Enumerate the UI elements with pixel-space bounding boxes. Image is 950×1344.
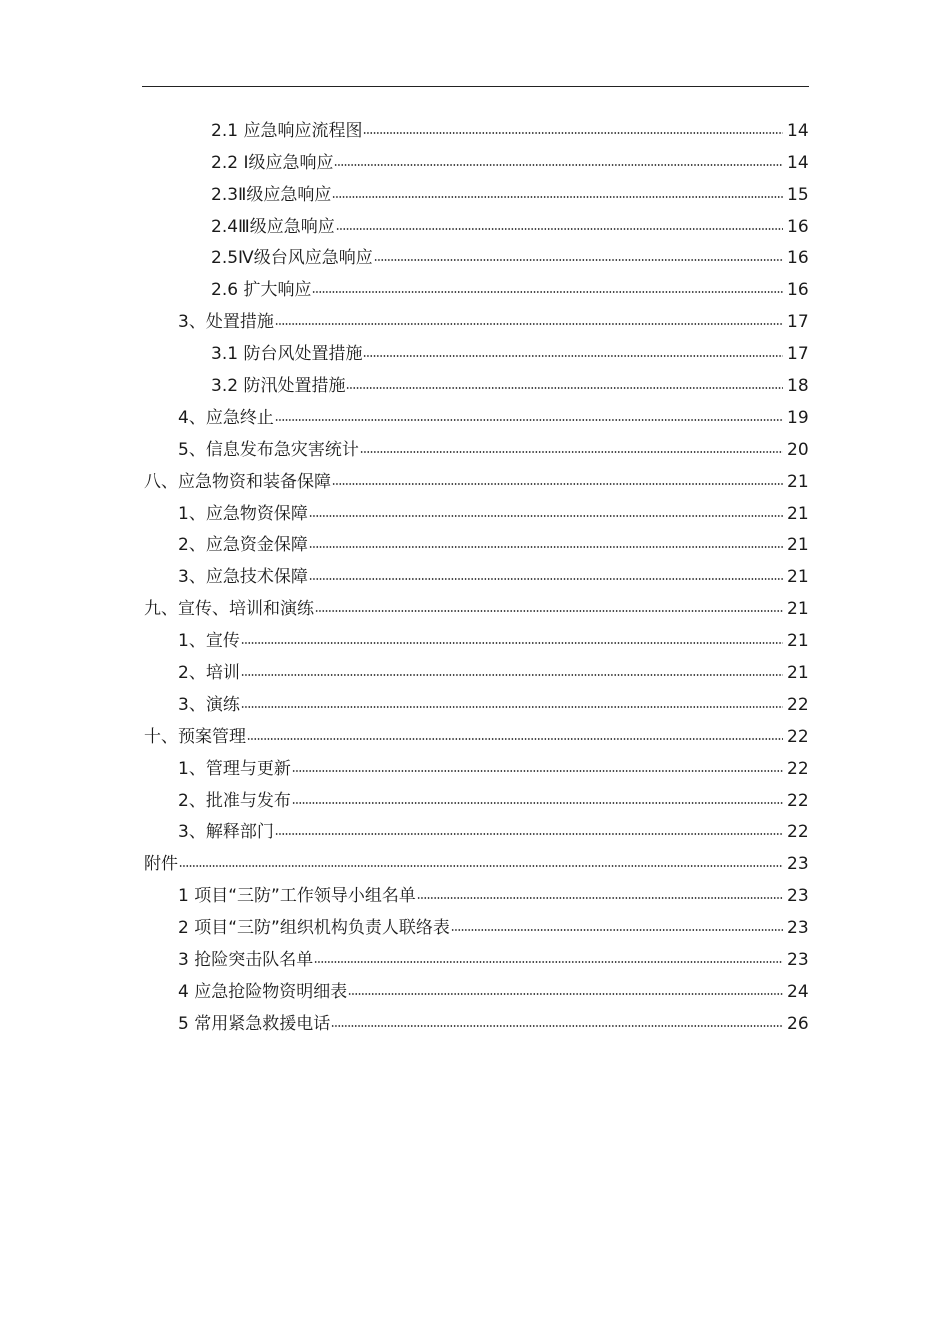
table-of-contents — [0, 112, 950, 1037]
toc-entry-title: 3.1 防台风处置措施 — [211, 344, 363, 365]
toc-entry-page-number: 15 — [787, 184, 809, 205]
toc-dot-leader — [374, 258, 783, 262]
toc-entry[interactable] — [0, 845, 950, 877]
toc-entry-page-number: 18 — [787, 376, 809, 397]
toc-entry[interactable] — [0, 558, 950, 590]
toc-entry-title: 2.4Ⅲ级应急响应 — [211, 216, 335, 237]
toc-entry[interactable] — [0, 399, 950, 431]
toc-entry-page-number: 23 — [787, 886, 809, 907]
toc-entry-page-number: 22 — [787, 822, 809, 843]
toc-dot-leader — [312, 290, 783, 294]
toc-entry-page-number: 21 — [787, 535, 809, 556]
toc-entry-page-number: 20 — [787, 439, 809, 460]
toc-dot-leader — [336, 227, 783, 231]
toc-entry[interactable] — [0, 144, 950, 176]
toc-dot-leader — [309, 545, 783, 549]
toc-entry-page-number: 23 — [787, 950, 809, 971]
toc-entry-page-number: 23 — [787, 854, 809, 875]
toc-entry[interactable] — [0, 941, 950, 973]
toc-entry[interactable] — [0, 431, 950, 463]
toc-entry-page-number: 17 — [787, 344, 809, 365]
toc-entry-title: 5 常用紧急救援电话 — [178, 1013, 331, 1034]
toc-entry-title: 九、宣传、培训和演练 — [144, 599, 314, 620]
toc-entry-page-number: 24 — [787, 981, 809, 1002]
toc-entry[interactable] — [0, 303, 950, 335]
toc-entry-title: 4、应急终止 — [178, 407, 274, 428]
toc-dot-leader — [348, 992, 783, 996]
toc-entry-title: 2.1 应急响应流程图 — [211, 120, 363, 141]
toc-entry-page-number: 16 — [787, 216, 809, 237]
toc-entry-title: 1、宣传 — [178, 631, 240, 652]
toc-dot-leader — [292, 769, 783, 773]
toc-dot-leader — [334, 163, 783, 167]
toc-dot-leader — [241, 641, 783, 645]
toc-entry-page-number: 19 — [787, 407, 809, 428]
toc-entry-page-number: 23 — [787, 918, 809, 939]
toc-entry[interactable] — [0, 750, 950, 782]
toc-entry-title: 2.6 扩大响应 — [211, 280, 312, 301]
toc-dot-leader — [451, 928, 783, 932]
toc-entry-page-number: 16 — [787, 248, 809, 269]
toc-entry[interactable] — [0, 208, 950, 240]
toc-entry-page-number: 21 — [787, 631, 809, 652]
toc-dot-leader — [331, 1024, 783, 1028]
toc-entry-title: 2、培训 — [178, 663, 240, 684]
toc-entry[interactable] — [0, 590, 950, 622]
toc-entry-title: 2.5Ⅳ级台风应急响应 — [211, 248, 373, 269]
toc-dot-leader — [417, 896, 783, 900]
toc-entry[interactable] — [0, 814, 950, 846]
toc-entry[interactable] — [0, 367, 950, 399]
toc-entry-page-number: 22 — [787, 726, 809, 747]
toc-entry-page-number: 21 — [787, 567, 809, 588]
toc-entry[interactable] — [0, 1005, 950, 1037]
toc-entry-title: 附件 — [144, 854, 178, 875]
toc-dot-leader — [332, 482, 783, 486]
toc-dot-leader — [309, 577, 783, 581]
toc-entry-title: 5、信息发布急灾害统计 — [178, 439, 359, 460]
toc-dot-leader — [275, 832, 783, 836]
toc-entry[interactable] — [0, 718, 950, 750]
toc-entry[interactable] — [0, 973, 950, 1005]
toc-entry-title: 十、预案管理 — [144, 726, 246, 747]
toc-dot-leader — [346, 386, 783, 390]
toc-entry[interactable] — [0, 622, 950, 654]
toc-entry-title: 1、管理与更新 — [178, 758, 291, 779]
toc-entry-title: 3、处置措施 — [178, 312, 274, 333]
toc-dot-leader — [179, 864, 783, 868]
toc-entry[interactable] — [0, 176, 950, 208]
toc-entry-page-number: 17 — [787, 312, 809, 333]
toc-entry[interactable] — [0, 271, 950, 303]
toc-entry[interactable] — [0, 240, 950, 272]
toc-entry-title: 4 应急抢险物资明细表 — [178, 981, 348, 1002]
toc-entry-page-number: 21 — [787, 663, 809, 684]
toc-entry-title: 2、应急资金保障 — [178, 535, 308, 556]
toc-entry-page-number: 26 — [787, 1013, 809, 1034]
toc-entry[interactable] — [0, 877, 950, 909]
toc-entry-page-number: 21 — [787, 599, 809, 620]
toc-entry-title: 2 项目“三防”组织机构负责人联络表 — [178, 918, 450, 939]
toc-entry[interactable] — [0, 782, 950, 814]
toc-entry-page-number: 16 — [787, 280, 809, 301]
toc-dot-leader — [309, 514, 783, 518]
toc-dot-leader — [292, 801, 783, 805]
toc-entry[interactable] — [0, 686, 950, 718]
toc-entry[interactable] — [0, 463, 950, 495]
toc-dot-leader — [275, 322, 783, 326]
toc-entry-title: 1 项目“三防”工作领导小组名单 — [178, 886, 416, 907]
toc-entry-page-number: 22 — [787, 694, 809, 715]
toc-dot-leader — [275, 418, 783, 422]
toc-entry-title: 1、应急物资保障 — [178, 503, 308, 524]
toc-entry-title: 2.2 Ⅰ级应急响应 — [211, 152, 334, 173]
toc-dot-leader — [241, 673, 783, 677]
toc-entry-page-number: 22 — [787, 790, 809, 811]
toc-entry-page-number: 21 — [787, 503, 809, 524]
toc-entry-page-number: 22 — [787, 758, 809, 779]
toc-entry-title: 八、应急物资和装备保障 — [144, 471, 331, 492]
toc-entry[interactable] — [0, 909, 950, 941]
toc-entry[interactable] — [0, 112, 950, 144]
toc-dot-leader — [247, 737, 783, 741]
header-rule — [142, 86, 809, 87]
toc-entry-title: 2、批准与发布 — [178, 790, 291, 811]
toc-dot-leader — [363, 131, 783, 135]
toc-entry[interactable] — [0, 654, 950, 686]
toc-dot-leader — [360, 450, 783, 454]
toc-entry-title: 2.3Ⅱ级应急响应 — [211, 184, 332, 205]
toc-dot-leader — [241, 705, 783, 709]
toc-entry[interactable] — [0, 335, 950, 367]
toc-entry-title: 3、应急技术保障 — [178, 567, 308, 588]
toc-dot-leader — [315, 609, 783, 613]
toc-dot-leader — [332, 195, 783, 199]
toc-entry-title: 3 抢险突击队名单 — [178, 950, 314, 971]
toc-entry-title: 3.2 防汛处置措施 — [211, 376, 346, 397]
toc-entry-page-number: 14 — [787, 120, 809, 141]
toc-entry[interactable] — [0, 495, 950, 527]
toc-entry-page-number: 21 — [787, 471, 809, 492]
toc-dot-leader — [314, 960, 783, 964]
toc-entry-title: 3、演练 — [178, 694, 240, 715]
toc-entry[interactable] — [0, 527, 950, 559]
toc-dot-leader — [363, 354, 783, 358]
toc-entry-title: 3、解释部门 — [178, 822, 274, 843]
toc-entry-page-number: 14 — [787, 152, 809, 173]
